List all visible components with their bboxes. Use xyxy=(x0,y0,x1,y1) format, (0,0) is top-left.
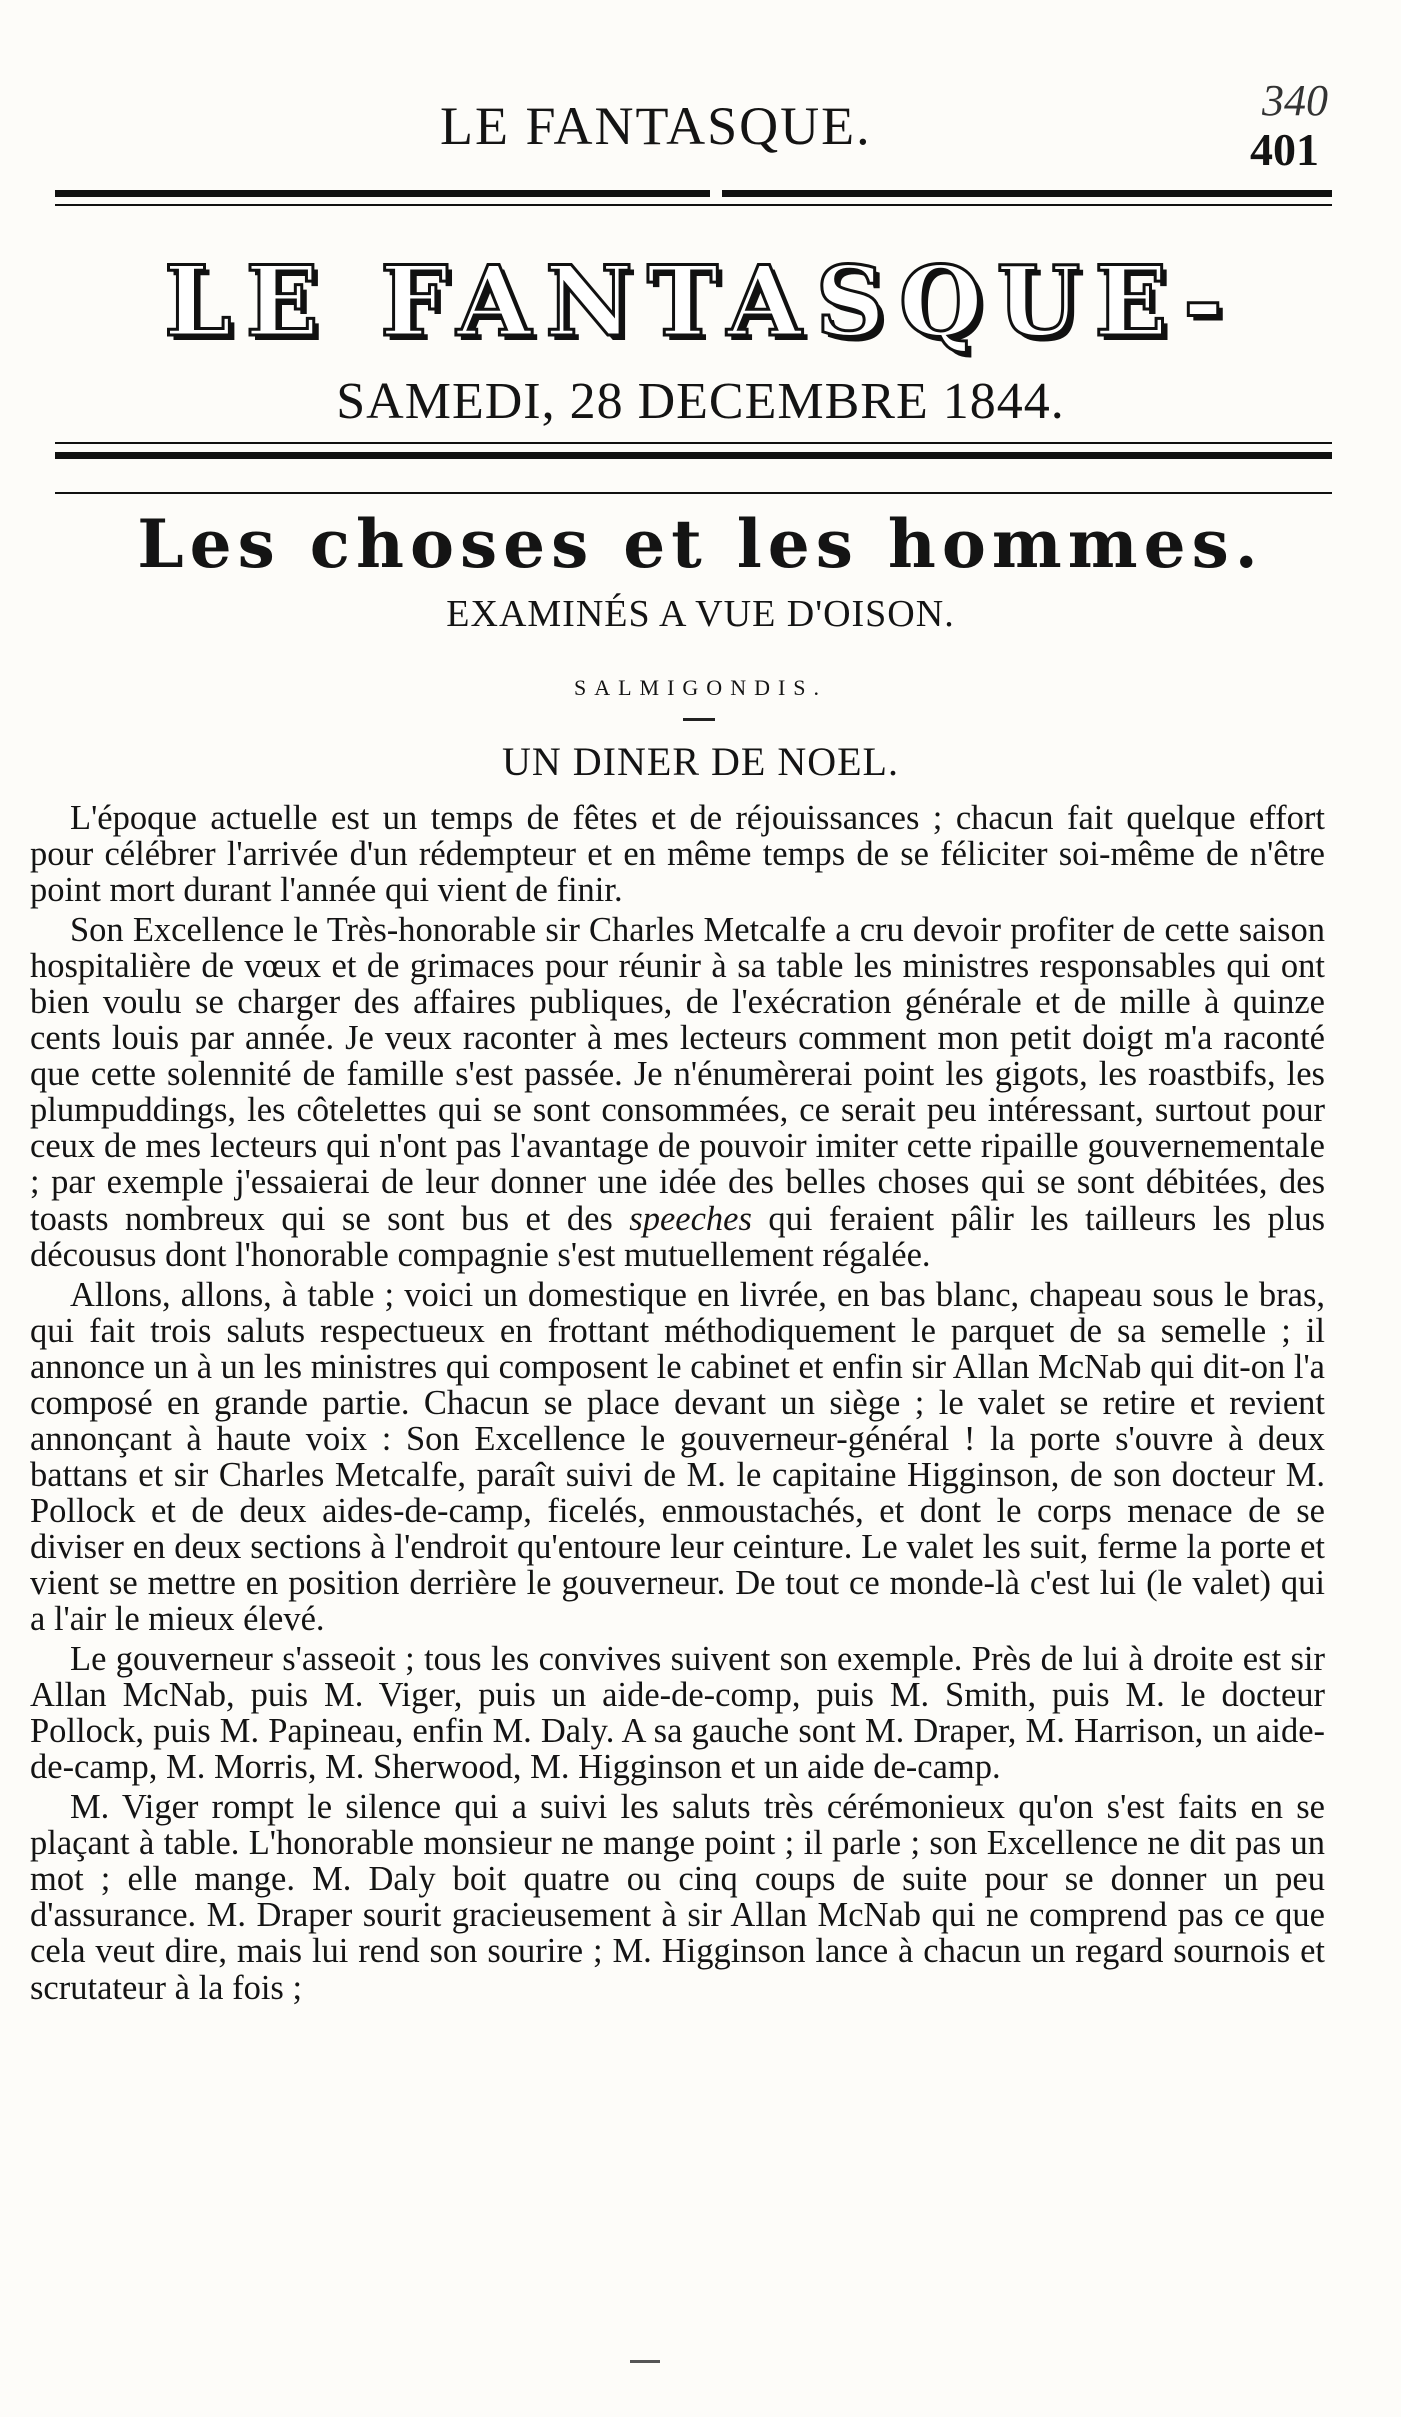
paragraph: Son Excellence le Très-honorable sir Charles Metcalfe a cru devoir profiter de cette saison hospitalière de vœux et de grimaces pour réunir à sa table les ministres responsables qui ont bien voulu se charger des affaires publiques, de l'exécration générale et de mille à quinze cents louis par année. Je veux raconter à mes lecteurs comment mon petit doigt m'a raconté que cette solennité de famille s'est passée. Je n'énumèrerai point les gigots, les roastbifs, les plumpuddings, les côtelettes qui se sont consommées, ce serait peu intéressant, surtout pour ceux de mes lecteurs qui n'ont pas l'avantage de pouvoir imiter cette ripaille gouvernementale ; par exemple j'essaierai de leur donner une idée des belles choses qui se sont débitées, des toasts nombreux qui se sont bus et des speeches qui feraient pâlir les tailleurs les plus décousus dont l'honorable compagnie s'est mutuellement régalée. xyxy=(30,911,1326,1274)
bottom-mark xyxy=(630,2360,660,2363)
paragraph-continuation: qui feraient pâlir les tailleurs les plus décousus dont l'honorable compagnie s'est mutuellement régalée. xyxy=(30,1199,1326,1274)
page-number: 401 xyxy=(1250,124,1319,175)
speeches-italic: speeches xyxy=(629,1199,752,1238)
top-rule-right xyxy=(722,190,1332,197)
paragraph: M. Viger rompt le silence qui a suivi les saluts très cérémonieux qu'on s'est faits en se plaçant à table. L'honorable monsieur ne mange point ; il parle ; son Excellence ne dit pas un mot ; elle mange. M. Daly boit quatre ou cinq coups de suite pour se donner un peu d'assurance. M. Draper sourit gracieusement à sir Allan McNab qui ne comprend pas ce que cela veut dire, mais lui rend son sourire ; M. Higginson lance à chacun un regard sournois et scrutateur à la fois ; xyxy=(30,1788,1325,2007)
running-head xyxy=(0,76,1401,175)
masthead-rule-thin-bottom xyxy=(55,492,1332,494)
section-title: UN DINER DE NOEL. xyxy=(502,739,899,784)
article-subtitle: EXAMINÉS A VUE D'OISON. xyxy=(446,593,955,635)
article-body xyxy=(30,800,1325,2006)
paragraph: L'époque actuelle est un temps de fêtes et de réjouissances ; chacun fait quelque effort pour célébrer l'arrivée d'un rédempteur et en même temps de se féliciter soi-même de n'être point mort durant l'année qui vient de finir. xyxy=(30,799,1325,910)
paragraph: Le gouverneur s'asseoit ; tous les convives suivent son exemple. Près de lui à droite est sir Allan McNab, puis M. Viger, puis un aide-de-comp, puis M. Smith, puis M. le docteur Pollock, puis M. Papineau, enfin M. Daly. A sa gauche sont M. Draper, M. Harrison, un aide-de-camp, M. Morris, M. Sherwood, M. Higginson et un aide de-camp. xyxy=(30,1640,1325,1787)
masthead-title: LE FANTASQUE- xyxy=(164,245,1237,358)
top-rule-left xyxy=(55,190,710,197)
dateline: SAMEDI, 28 DECEMBRE 1844. xyxy=(336,373,1065,430)
article-headline: Les choses et les hommes. xyxy=(137,505,1264,583)
article-kicker: SALMIGONDIS. xyxy=(573,675,828,700)
top-rule-thin xyxy=(55,204,1332,206)
masthead-rule-thick xyxy=(55,452,1332,459)
running-title: LE FANTASQUE. xyxy=(440,96,872,156)
paragraph: Allons, allons, à table ; voici un domestique en livrée, en bas blanc, chapeau sous le bras, qui fait trois saluts respectueux en frottant méthodiquement le parquet de sa semelle ; il annonce un à un les ministres qui composent le cabinet et enfin sir Allan McNab qui dit-on l'a composé en grande partie. Chacun se place devant un siège ; le valet se retire et revient annonçant à haute voix : Son Excellence le gouverneur-général ! la porte s'ouvre à deux battans et sir Charles Metcalfe, paraît suivi de M. le capitaine Higginson, de son docteur M. Pollock et de deux aides-de-camp, ficelés, enmoustachés, et dont le corps menace de se diviser en deux sections à l'endroit qu'entoure leur ceinture. Le valet les suit, ferme la porte et vient se mettre en position derrière le gouverneur. De tout ce monde-là c'est lui (le valet) qui a l'air le mieux élevé. xyxy=(30,1275,1325,1639)
divider-dash xyxy=(683,718,715,721)
handwritten-page-number: 340 xyxy=(1262,76,1328,125)
masthead-rule-thin xyxy=(55,442,1332,444)
